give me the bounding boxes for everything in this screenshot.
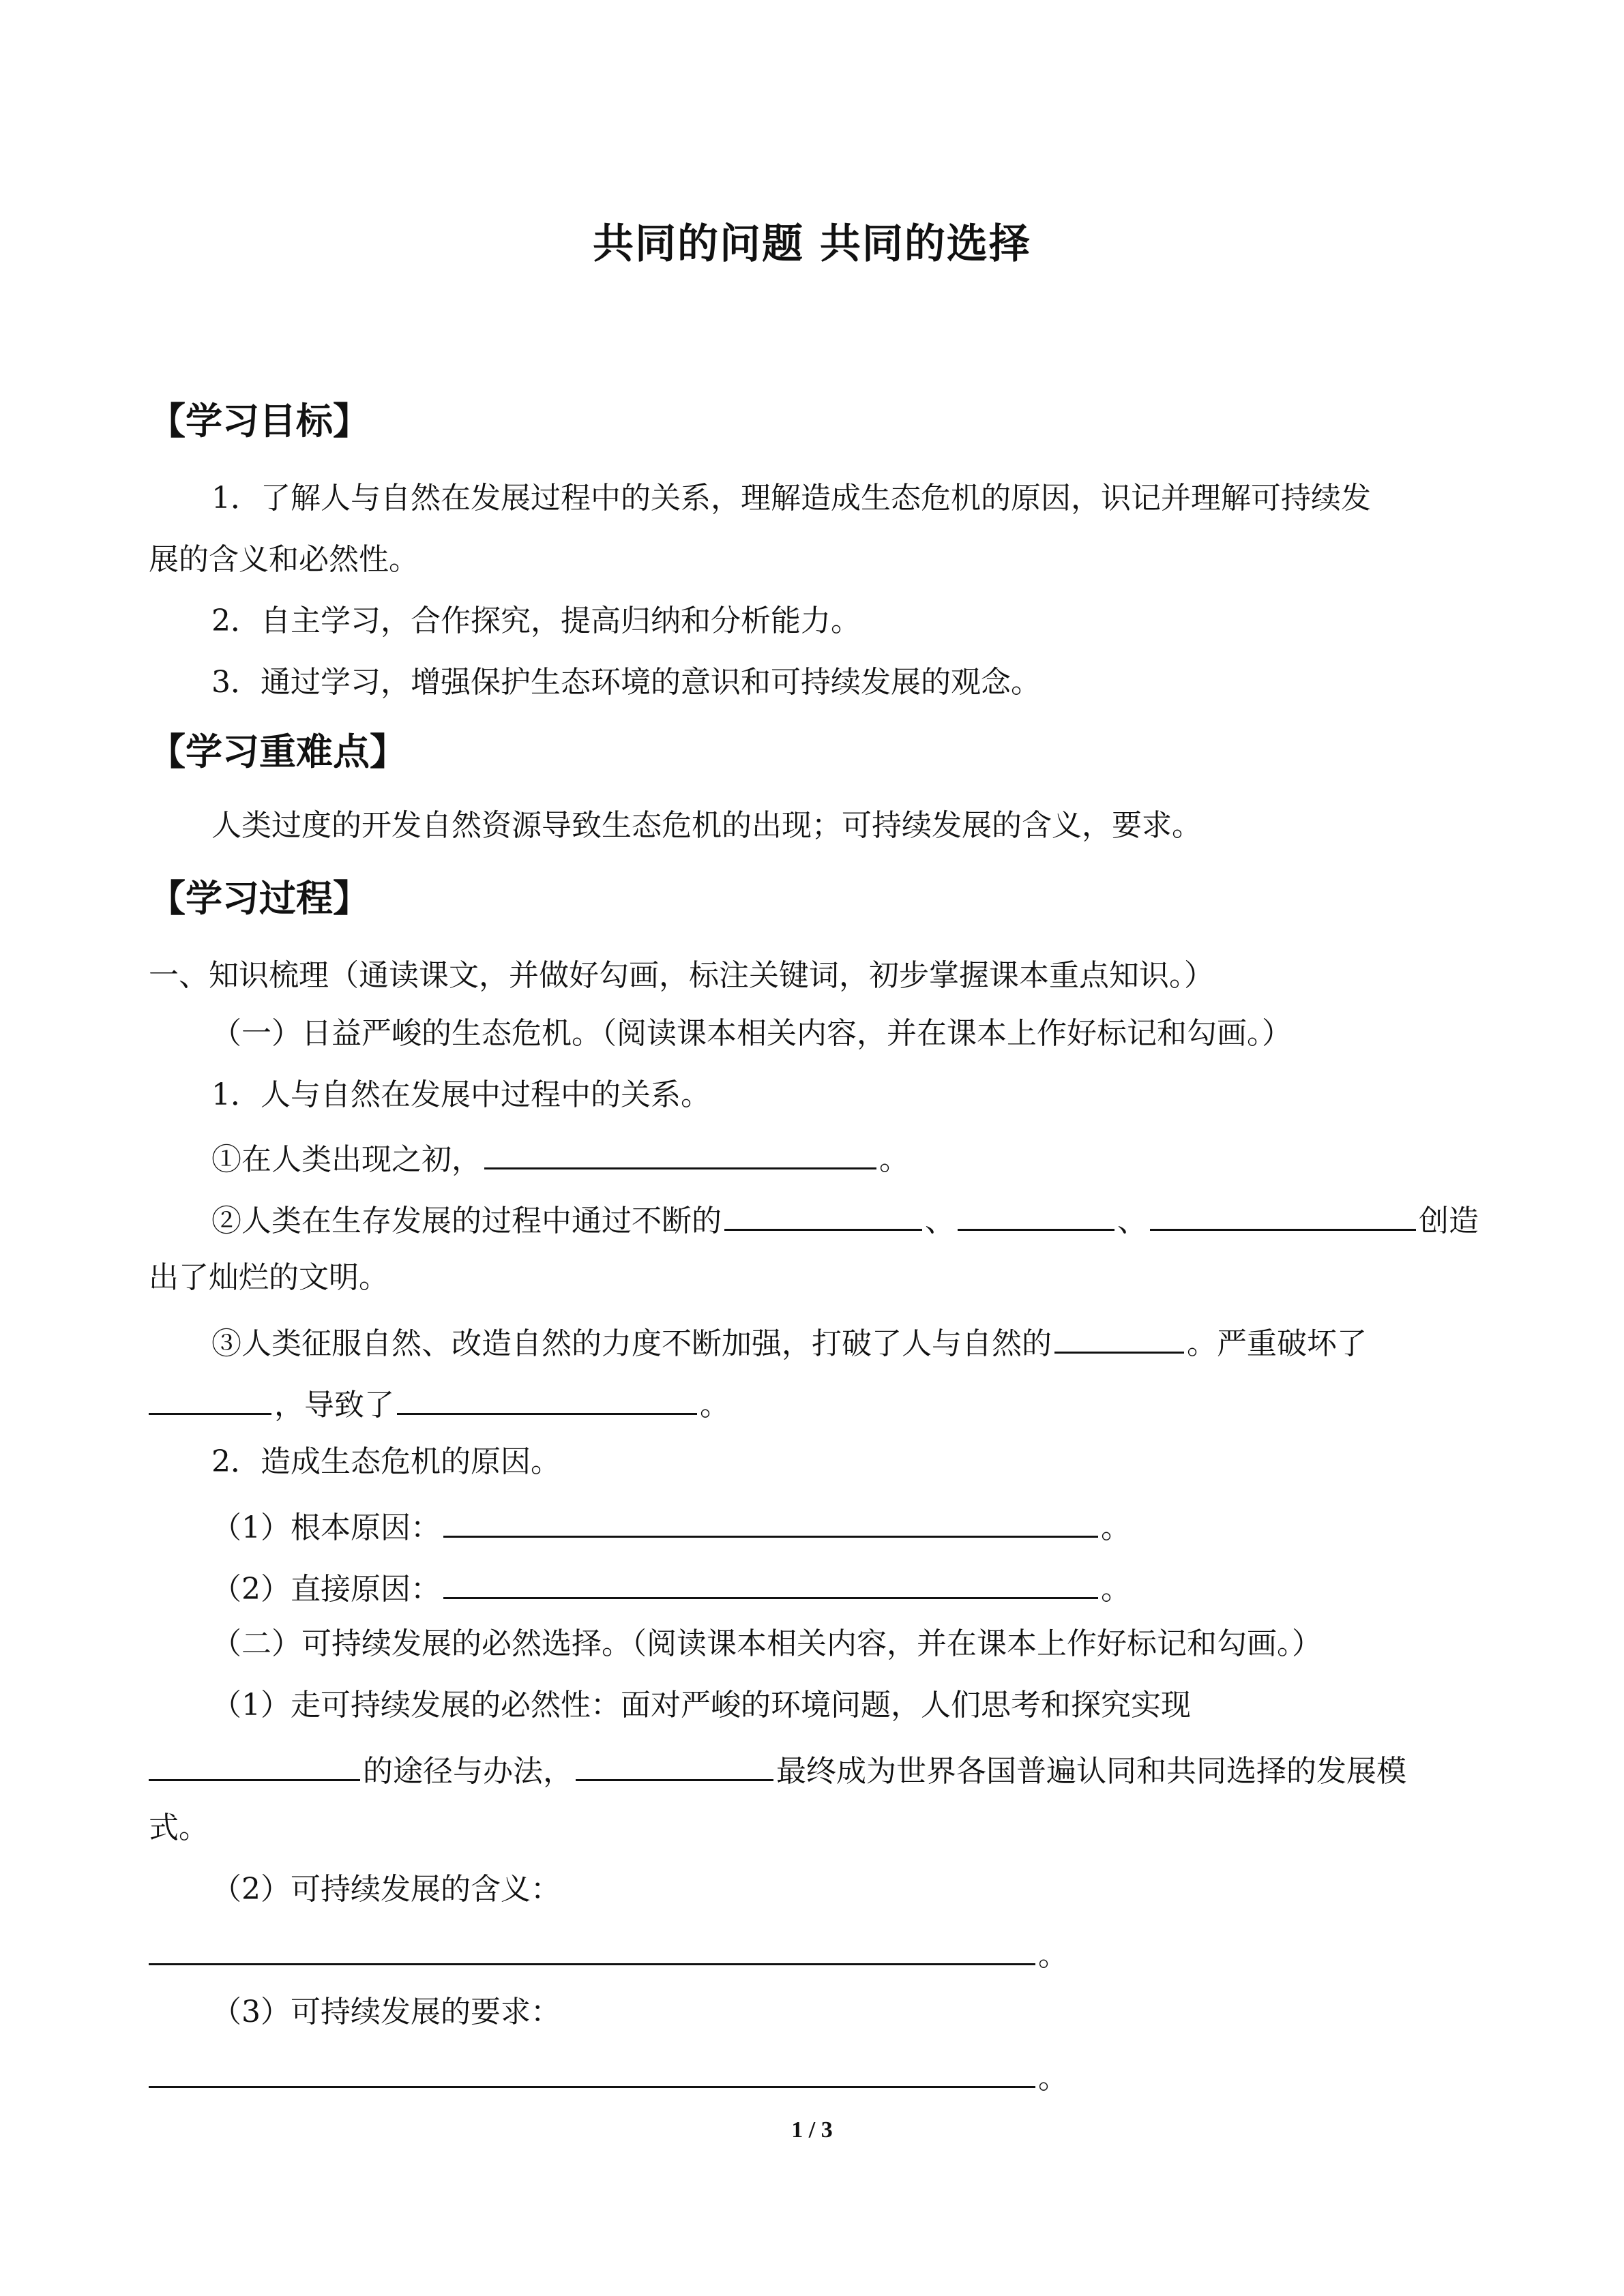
question-1-2-text: ②人类在生存发展的过程中通过不断的	[211, 1204, 722, 1238]
question-2-1-text: （1）根本原因：	[211, 1510, 441, 1545]
question-2-1	[211, 1506, 1131, 1547]
subsection-1-title: （一）日益严峻的生态危机。（阅读课本相关内容，并在课本上作好标记和勾画。）	[211, 1016, 1292, 1051]
subsection-2-q1: （1）走可持续发展的必然性：面对严峻的环境问题，人们思考和探究实现	[211, 1688, 1191, 1723]
question-1-2-tail: 创造	[1419, 1204, 1479, 1238]
answer-blank[interactable]	[724, 1199, 922, 1231]
question-1-3-cont	[149, 1383, 730, 1424]
page-title: 共同的问题 共同的选择	[593, 220, 1031, 268]
answer-blank[interactable]	[149, 2056, 1035, 2088]
key-points-heading: 【学习重难点】	[149, 730, 407, 773]
question-1-1-end: 。	[879, 1142, 909, 1177]
subsection-2-q1-text-c: 最终成为世界各国普遍认同和共同选择的发展模	[776, 1754, 1406, 1789]
question-1-2-cont: 出了灿烂的文明。	[149, 1260, 389, 1295]
goal-1-line-b: 展的含义和必然性。	[149, 542, 419, 577]
answer-blank[interactable]	[1054, 1322, 1184, 1354]
goals-heading: 【学习目标】	[149, 400, 370, 443]
question-1-3-text: ③人类征服自然、改造自然的力度不断加强，打破了人与自然的	[211, 1326, 1052, 1361]
question-1-2	[211, 1199, 1479, 1240]
question-1-2-sep1: 、	[925, 1204, 955, 1238]
answer-blank[interactable]	[149, 1933, 1035, 1965]
subsection-2-q2: （2）可持续发展的含义：	[211, 1872, 561, 1907]
subsection-2-q1-cont	[149, 1749, 1406, 1790]
subsection-2-q3-answer	[149, 2056, 1068, 2097]
key-points-text: 人类过度的开发自然资源导致生态危机的出现；可持续发展的含义，要求。	[211, 808, 1202, 843]
answer-blank[interactable]	[576, 1749, 773, 1781]
question-1-2-sep2: 、	[1117, 1204, 1147, 1238]
subsection-2-q2-answer	[149, 1933, 1068, 1974]
goal-2: 2．自主学习，合作探究，提高归纳和分析能力。	[211, 603, 861, 638]
question-1: 1．人与自然在发展中过程中的关系。	[211, 1077, 711, 1112]
question-1-3-tail: 。严重破坏了	[1187, 1326, 1367, 1361]
question-1-3-cont-text: ，导致了	[274, 1388, 394, 1422]
question-1-1-text: ①在人类出现之初，	[211, 1142, 482, 1177]
page-number: 1 / 3	[791, 2117, 833, 2143]
answer-blank[interactable]	[958, 1199, 1114, 1231]
answer-blank[interactable]	[397, 1383, 697, 1415]
subsection-2-q3-end: 。	[1038, 2061, 1068, 2096]
goal-1-line-a: 1．了解人与自然在发展过程中的关系，理解造成生态危机的原因，识记并理解可持续发	[211, 481, 1371, 516]
question-2-1-end: 。	[1101, 1510, 1131, 1545]
question-1-1	[211, 1137, 909, 1178]
part-1-title: 一、知识梳理（通读课文，并做好勾画，标注关键词，初步掌握课本重点知识。）	[149, 958, 1214, 993]
subsection-2-q2-end: 。	[1038, 1938, 1068, 1973]
answer-blank[interactable]	[484, 1137, 876, 1169]
question-2: 2．造成生态危机的原因。	[211, 1444, 561, 1479]
subsection-2-title: （二）可持续发展的必然选择。（阅读课本相关内容，并在课本上作好标记和勾画。）	[211, 1626, 1322, 1661]
subsection-2-q3: （3）可持续发展的要求：	[211, 1995, 561, 2029]
answer-blank[interactable]	[149, 1383, 271, 1415]
goal-3: 3．通过学习，增强保护生态环境的意识和可持续发展的观念。	[211, 665, 1041, 700]
question-2-2-text: （2）直接原因：	[211, 1572, 441, 1607]
question-1-3	[211, 1322, 1367, 1362]
answer-blank[interactable]	[149, 1749, 360, 1781]
answer-blank[interactable]	[443, 1506, 1098, 1538]
question-2-2-end: 。	[1101, 1572, 1131, 1607]
question-2-2	[211, 1567, 1131, 1608]
process-heading: 【学习过程】	[149, 877, 370, 920]
question-1-3-end: 。	[700, 1388, 730, 1422]
answer-blank[interactable]	[1150, 1199, 1416, 1231]
subsection-2-q1-end: 式。	[149, 1810, 209, 1845]
subsection-2-q1-text-b: 的途径与办法，	[363, 1754, 573, 1789]
answer-blank[interactable]	[443, 1567, 1098, 1599]
